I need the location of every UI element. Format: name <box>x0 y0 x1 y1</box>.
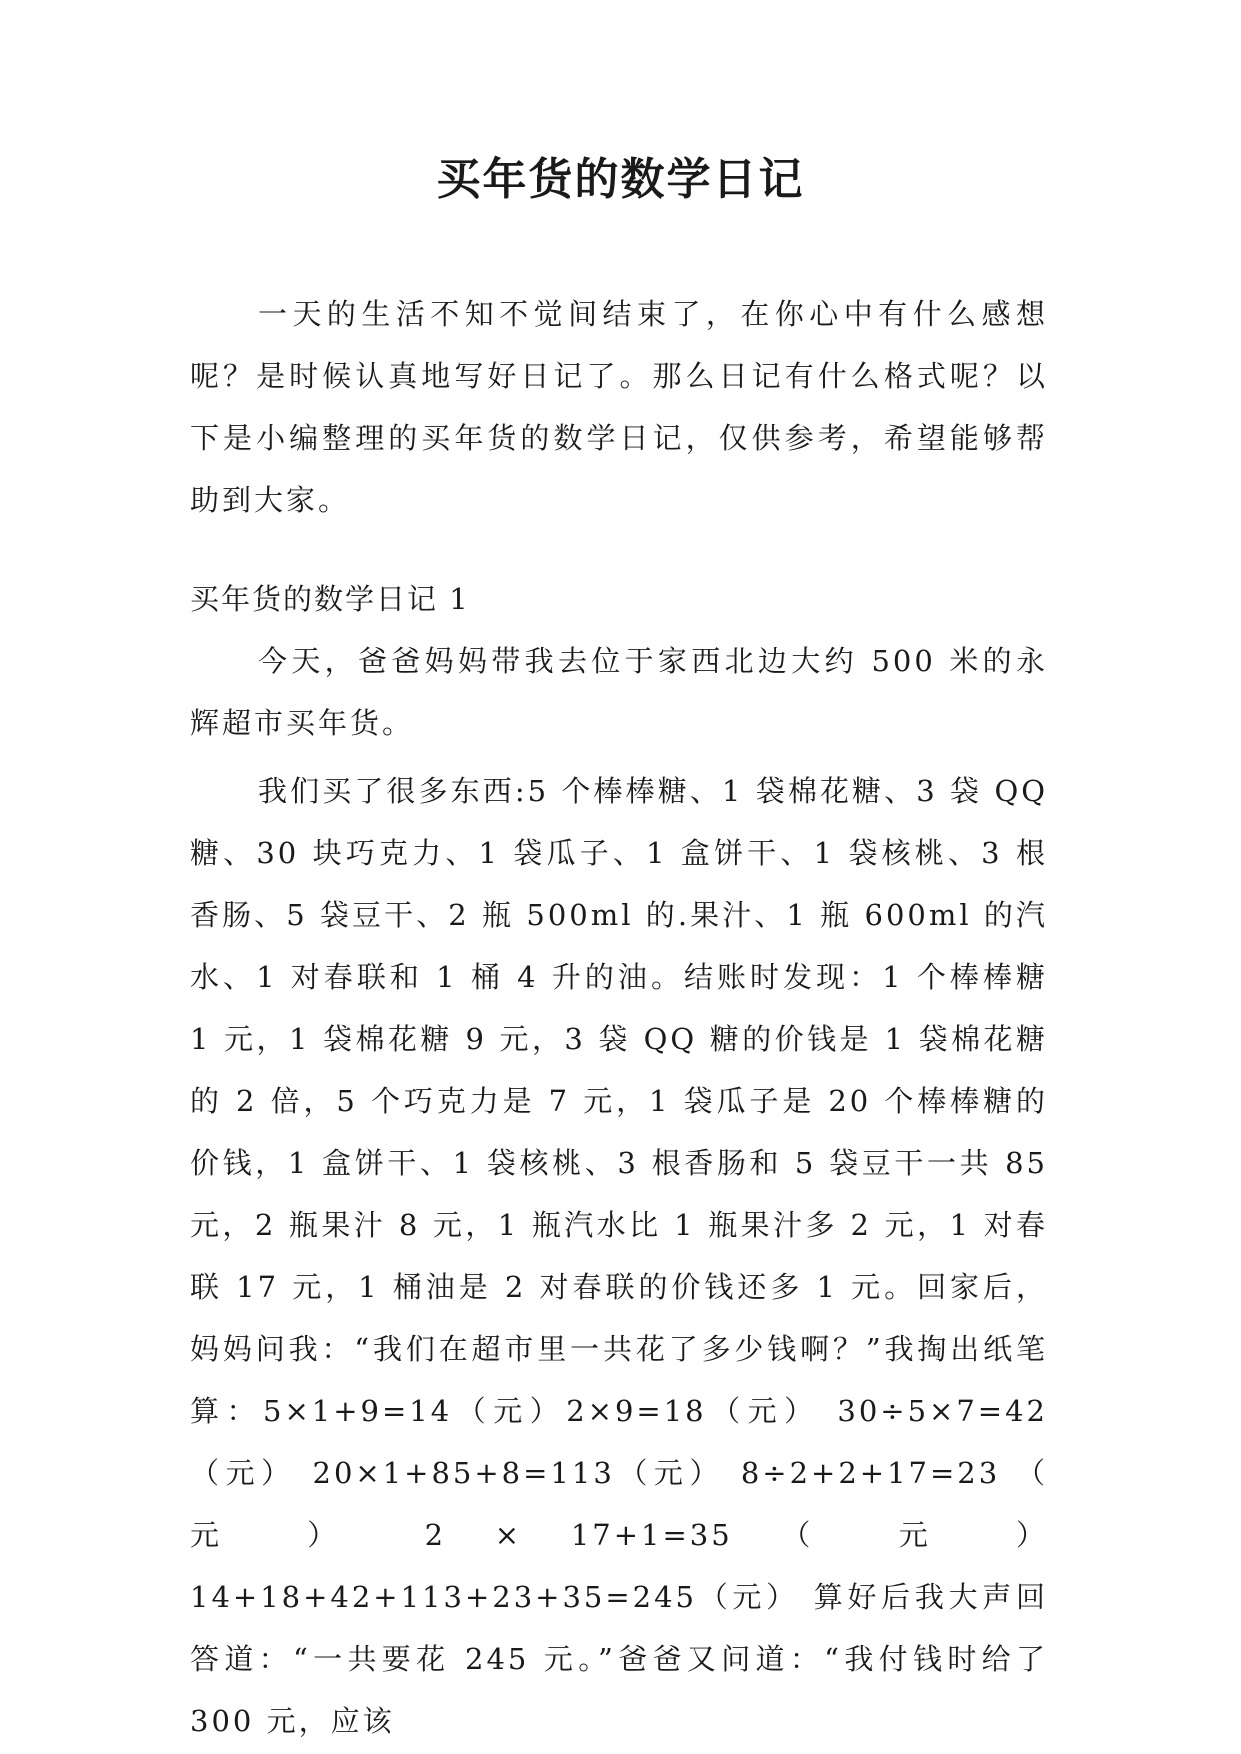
body-paragraph: 我们买了很多东西:5 个棒棒糖、1 袋棉花糖、3 袋 QQ 糖、30 块巧克力、1 袋瓜子、1 盒饼干、1 袋核桃、3 根香肠、5 袋豆干、2 瓶 500ml 的.果汁、1 瓶 600ml 的汽水、1 对春联和 1 桶 4 升的油。结账时发现：1 个棒棒糖 1 元，1 袋棉花糖 9 元，3 袋 QQ 糖的价钱是 1 袋棉花糖的 2 倍，5 个巧克力是 7 元，1 袋瓜子是 20 个棒棒糖的价钱，1 盒饼干、1 袋核桃、3 根香肠和 5 袋豆干一共 85 元，2 瓶果汁 8 元，1 瓶汽水比 1 瓶果汁多 2 元，1 对春联 17 元，1 桶油是 2 对春联的价钱还多 1 元。回家后，妈妈问我：“我们在超市里一共花了多少钱啊？”我掏出纸笔算：5×1+9=14（元）2×9=18（元） 30÷5×7=42（元） 20×1+85+8=113（元） 8÷2+2+17=23 （ 元 ） 2 × 17+1=35 （ 元 ） 14+18+42+113+23+35=245（元） 算好后我大声回答道：“一共要花 245 元。”爸爸又问道：“我付钱时给了 300 元，应该 <box>190 774 1048 1738</box>
section-heading: 买年货的数学日记 1 <box>190 582 470 616</box>
intro-paragraph: 一天的生活不知不觉间结束了，在你心中有什么感想呢？是时候认真地写好日记了。那么日记有什么格式呢？以下是小编整理的买年货的数学日记，仅供参考，希望能够帮助到大家。 <box>190 297 1048 517</box>
document-title: 买年货的数学日记 <box>436 154 805 205</box>
body-paragraph: 今天，爸爸妈妈带我去位于家西北边大约 500 米的永辉超市买年货。 <box>190 644 1048 740</box>
